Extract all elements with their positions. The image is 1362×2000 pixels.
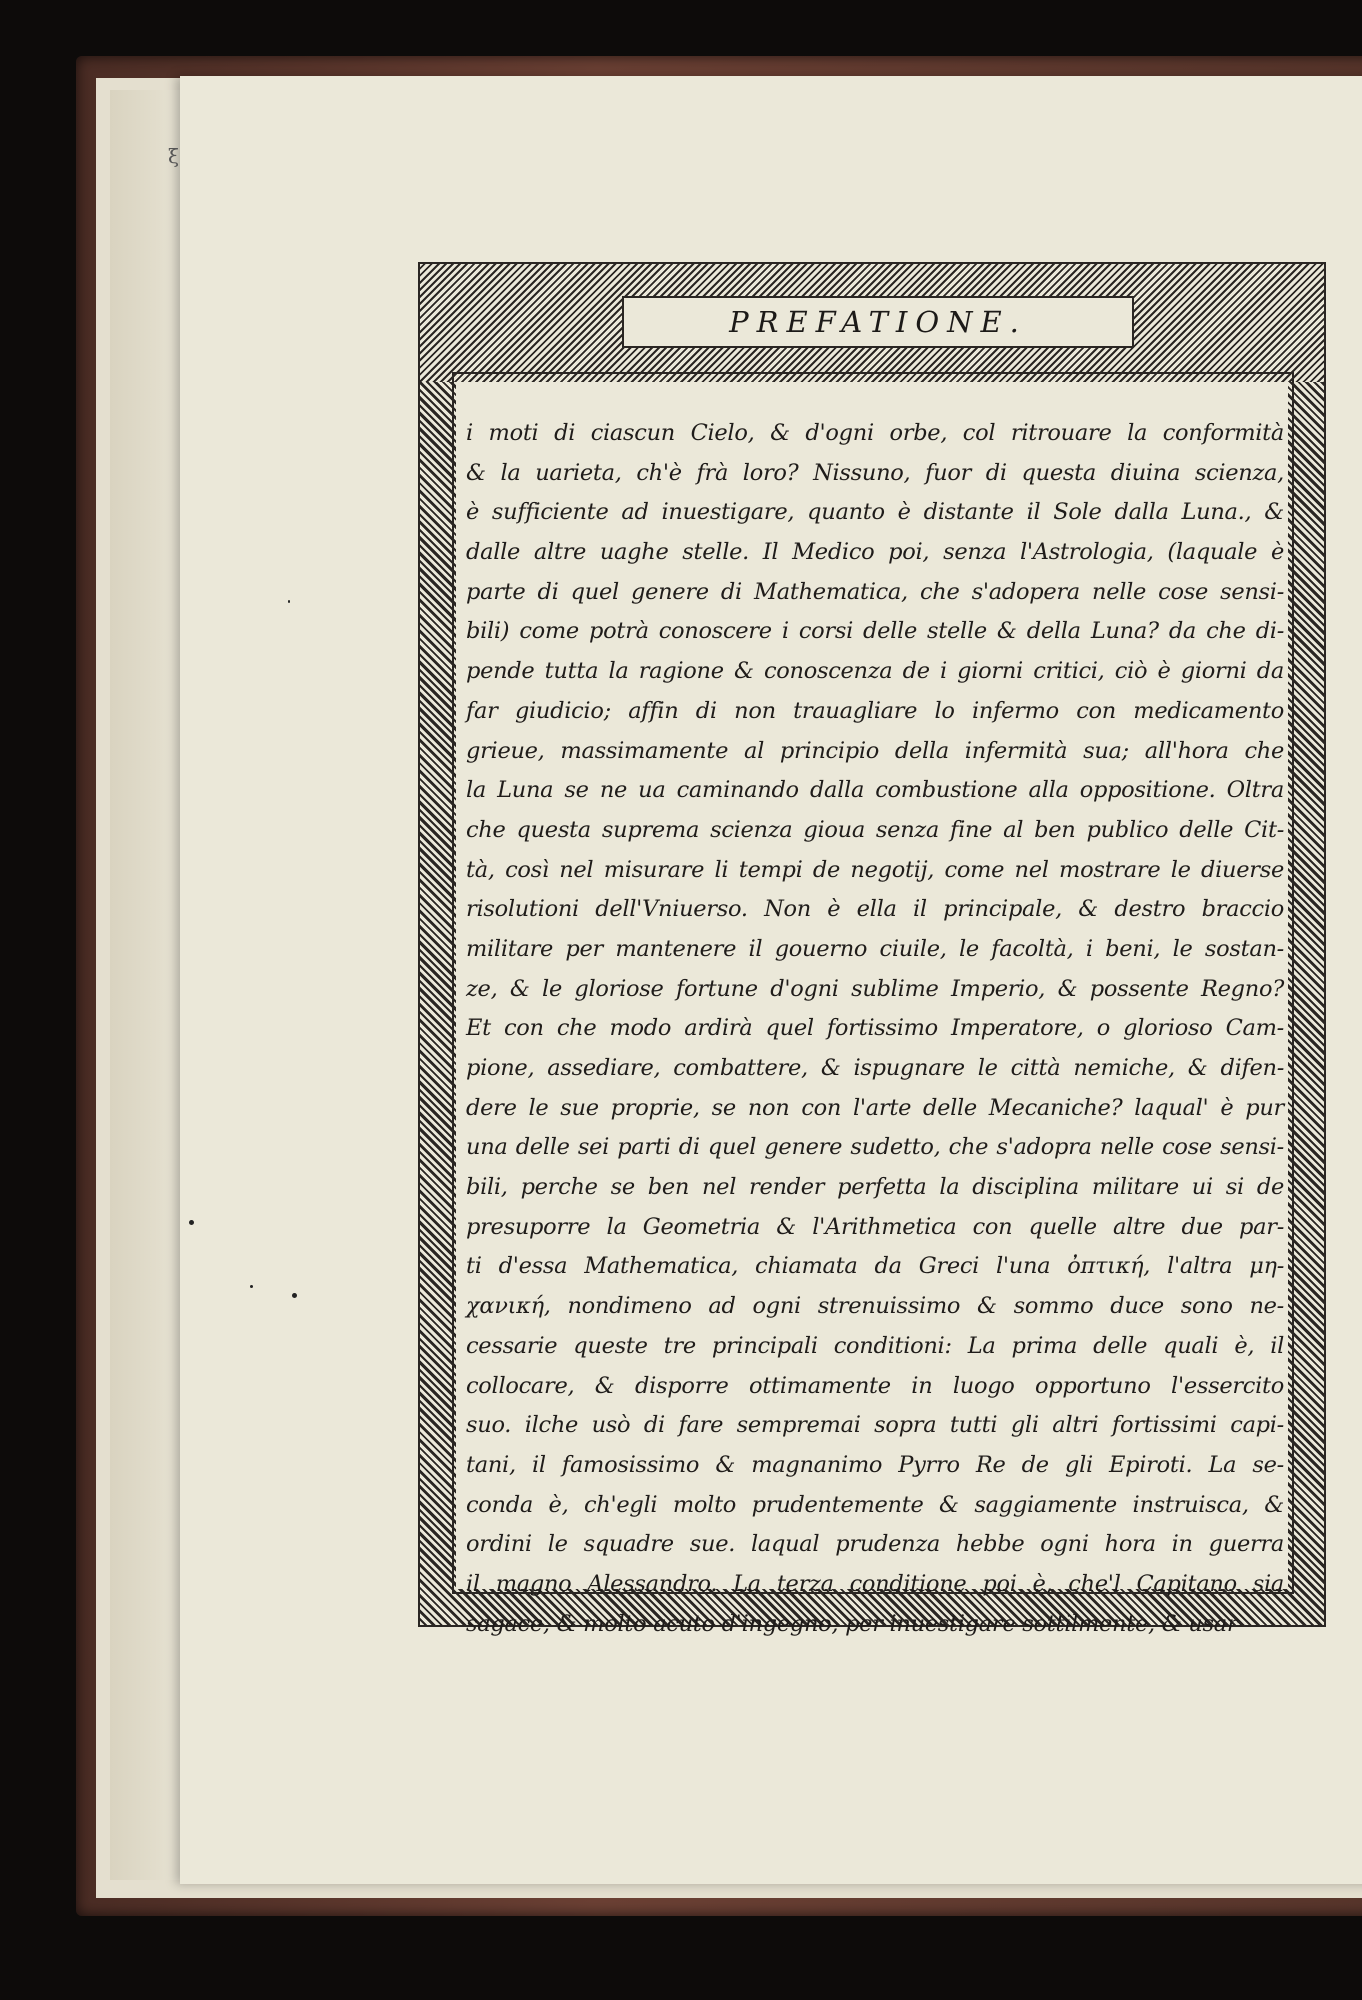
- text-line: far giudicio; affin di non trauagliare lo infermo con medicamento: [466, 697, 1284, 724]
- text-line: χανική, nondimeno ad ogni strenuissimo & sommo duce sono ne-: [466, 1293, 1284, 1320]
- text-line: conda è, ch'egli molto prudentemente & saggiamente instruisca, &: [466, 1491, 1284, 1518]
- body-text: [466, 414, 1284, 1644]
- text-line: tà, così nel misurare li tempi de negotij, come nel mostrare le diuerse: [466, 856, 1284, 883]
- text-line: ti d'essa Mathematica, chiamata da Greci l'una ὀπτική, l'altra μη-: [466, 1253, 1284, 1280]
- text-line: Et con che modo ardirà quel fortissimo Imperatore, o glorioso Cam-: [466, 1015, 1284, 1042]
- text-line: i moti di ciascun Cielo, & d'ogni orbe, col ritrouare la conformità: [466, 420, 1284, 446]
- text-line: presuporre la Geometria & l'Arithmetica con quelle altre due par-: [466, 1213, 1284, 1240]
- text-line: & la uarieta, ch'è frà loro? Nissuno, fuor di questa diuina scienza,: [466, 459, 1284, 486]
- text-line: che questa suprema scienza gioua senza fine al ben publico delle Cit-: [466, 816, 1284, 843]
- ink-speck: [250, 1285, 253, 1288]
- text-line: suo. ilche usò di fare sempremai sopra tutti gli altri fortissimi capi-: [466, 1412, 1284, 1439]
- text-line: collocare, & disporre ottimamente in luogo opportuno l'essercito: [466, 1372, 1284, 1399]
- text-line: una delle sei parti di quel genere sudetto, che s'adopra nelle cose sensi-: [466, 1134, 1284, 1161]
- ink-speck: [288, 600, 290, 603]
- text-line: parte di quel genere di Mathematica, che s'adopera nelle cose sensi-: [466, 578, 1284, 605]
- text-line: è sufficiente ad inuestigare, quanto è distante il Sole dalla Luna., &: [466, 499, 1284, 526]
- text-line: grieue, massimamente al principio della infermità sua; all'hora che: [466, 737, 1284, 764]
- page-gutter: [110, 90, 190, 1880]
- text-line: dalle altre uaghe stelle. Il Medico poi, senza l'Astrologia, (laquale è: [466, 539, 1284, 566]
- text-line: pende tutta la ragione & conoscenza de i giorni critici, ciò è giorni da: [466, 658, 1284, 685]
- text-line: il magno Alessandro. La terza conditione poi è, che'l Capitano sia: [466, 1570, 1284, 1597]
- text-line: dere le sue proprie, se non con l'arte delle Mecaniche? laqual' è pur: [466, 1094, 1284, 1121]
- text-line: sagace, & molto acuto d'ingegno, per inuestigare sottilmente, & usar: [466, 1610, 1238, 1637]
- text-line: pione, assediare, combattere, & ispugnare le città nemiche, & difen-: [466, 1055, 1284, 1081]
- ink-speck: [189, 1220, 194, 1225]
- text-line: risolutioni dell'Vniuerso. Non è ella il principale, & destro braccio: [466, 896, 1284, 923]
- ink-speck: [292, 1293, 297, 1298]
- margin-mark: ξ: [168, 144, 180, 168]
- text-line: tani, il famosissimo & magnanimo Pyrro Re de gli Epiroti. La se-: [466, 1451, 1284, 1478]
- page-title: PREFATIONE.: [729, 305, 1027, 339]
- text-line: la Luna se ne ua caminando dalla combustione alla oppositione. Oltra: [466, 777, 1284, 804]
- text-line: ordini le squadre sue. laqual prudenza hebbe ogni hora in guerra: [466, 1531, 1284, 1558]
- text-line: bili) come potrà conoscere i corsi delle stelle & della Luna? da che di-: [466, 618, 1284, 645]
- text-line: cessarie queste tre principali conditioni: La prima delle quali è, il: [466, 1332, 1284, 1359]
- text-line: bili, perche se ben nel render perfetta la disciplina militare ui si de: [466, 1174, 1284, 1201]
- title-cartouche: [622, 296, 1134, 348]
- text-line: militare per mantenere il gouerno ciuile, le facoltà, i beni, le sostan-: [466, 935, 1284, 962]
- text-line: ze, & le gloriose fortune d'ogni sublime Imperio, & possente Regno?: [466, 975, 1284, 1002]
